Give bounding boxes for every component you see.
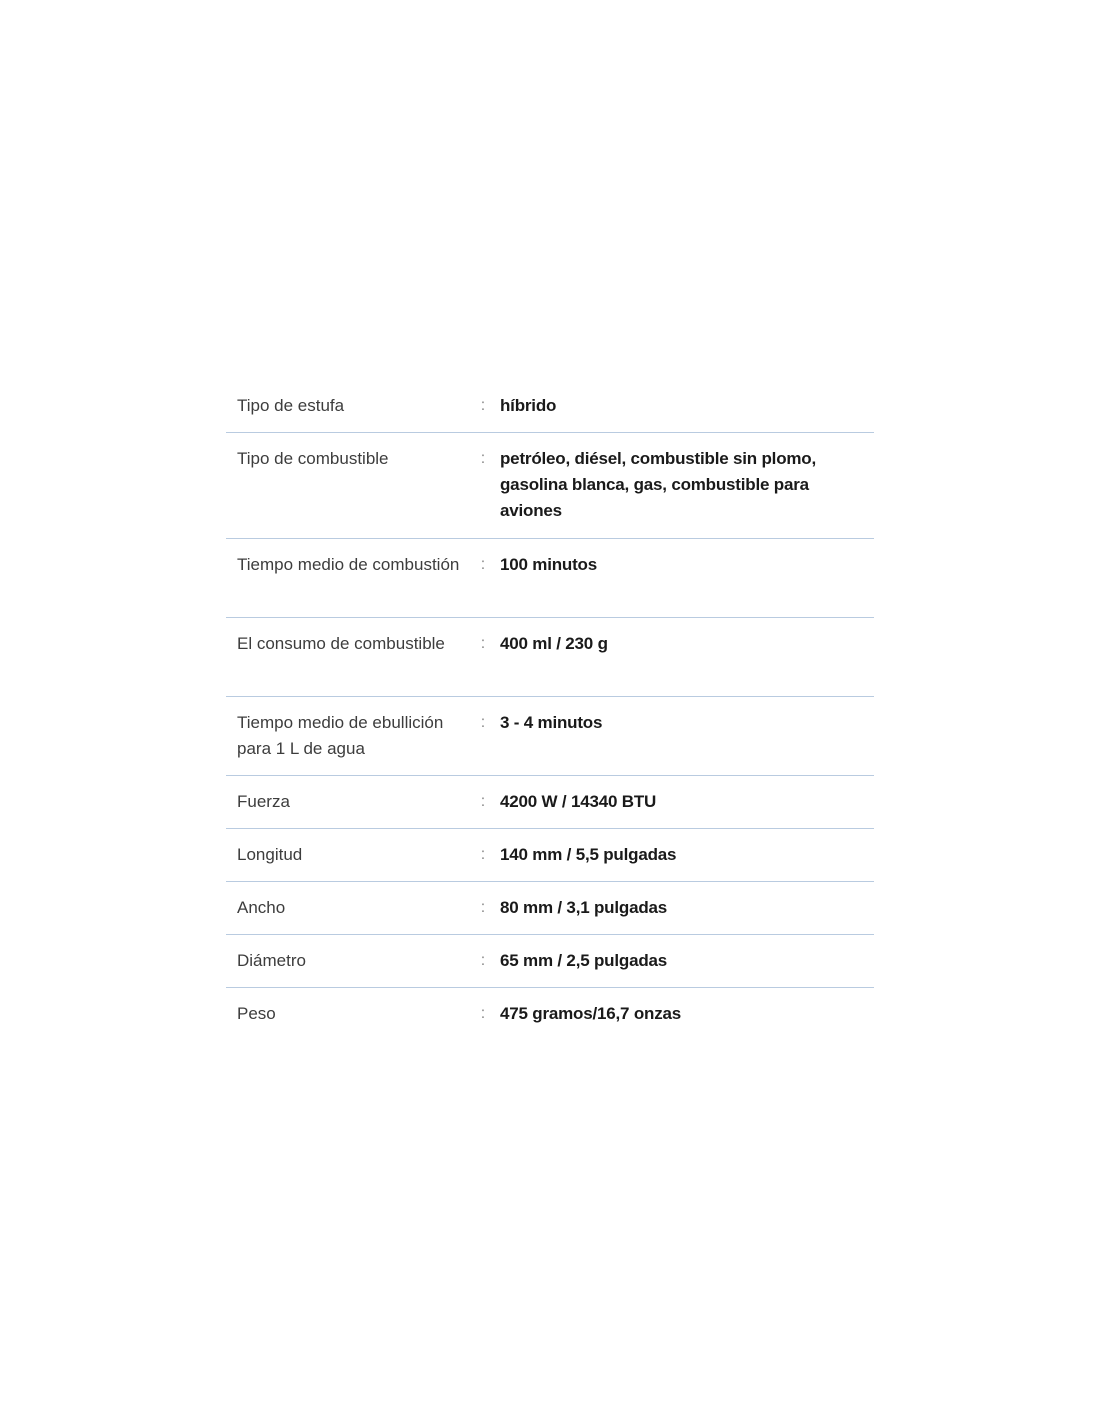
spec-separator: : (480, 450, 486, 467)
spec-value: 100 minutos (500, 555, 597, 574)
spec-value: petróleo, diésel, combustible sin plomo, gasolina blanca, gas, combustible para aviones (500, 449, 816, 520)
spec-label: Tiempo medio de ebullición para 1 L de agua (237, 713, 444, 758)
spec-row-fuel-type (226, 433, 874, 539)
spec-value: 140 mm / 5,5 pulgadas (500, 845, 677, 864)
spec-value: 400 ml / 230 g (500, 634, 608, 653)
spec-row-length (226, 829, 874, 882)
spec-table (226, 380, 874, 1041)
spec-separator: : (480, 846, 486, 863)
spec-row-stove-type (226, 380, 874, 433)
spec-separator: : (480, 1005, 486, 1022)
spec-label: Fuerza (237, 792, 290, 811)
spec-separator: : (480, 793, 486, 810)
spec-value: híbrido (500, 396, 557, 415)
spec-value: 475 gramos/16,7 onzas (500, 1004, 682, 1023)
spec-label: Ancho (237, 898, 286, 917)
spec-row-power (226, 776, 874, 829)
spec-value: 80 mm / 3,1 pulgadas (500, 898, 668, 917)
spec-label: Tipo de estufa (237, 396, 345, 415)
spec-separator: : (480, 952, 486, 969)
spec-value: 3 - 4 minutos (500, 713, 603, 732)
spec-row-fuel-consumption (226, 618, 874, 697)
spec-row-burn-time (226, 539, 874, 618)
spec-label: Tiempo medio de combustión (237, 555, 460, 574)
spec-value: 4200 W / 14340 BTU (500, 792, 657, 811)
spec-row-weight (226, 988, 874, 1041)
spec-label: Tipo de combustible (237, 449, 389, 468)
spec-separator: : (480, 714, 486, 731)
spec-label: Peso (237, 1004, 276, 1023)
spec-row-boil-time (226, 697, 874, 776)
spec-separator: : (480, 397, 486, 414)
spec-label: Diámetro (237, 951, 306, 970)
spec-separator: : (480, 899, 486, 916)
spec-label: El consumo de combustible (237, 634, 445, 653)
spec-separator: : (480, 635, 486, 652)
spec-row-width (226, 882, 874, 935)
spec-separator: : (480, 556, 486, 573)
spec-value: 65 mm / 2,5 pulgadas (500, 951, 668, 970)
spec-row-diameter (226, 935, 874, 988)
spec-label: Longitud (237, 845, 303, 864)
